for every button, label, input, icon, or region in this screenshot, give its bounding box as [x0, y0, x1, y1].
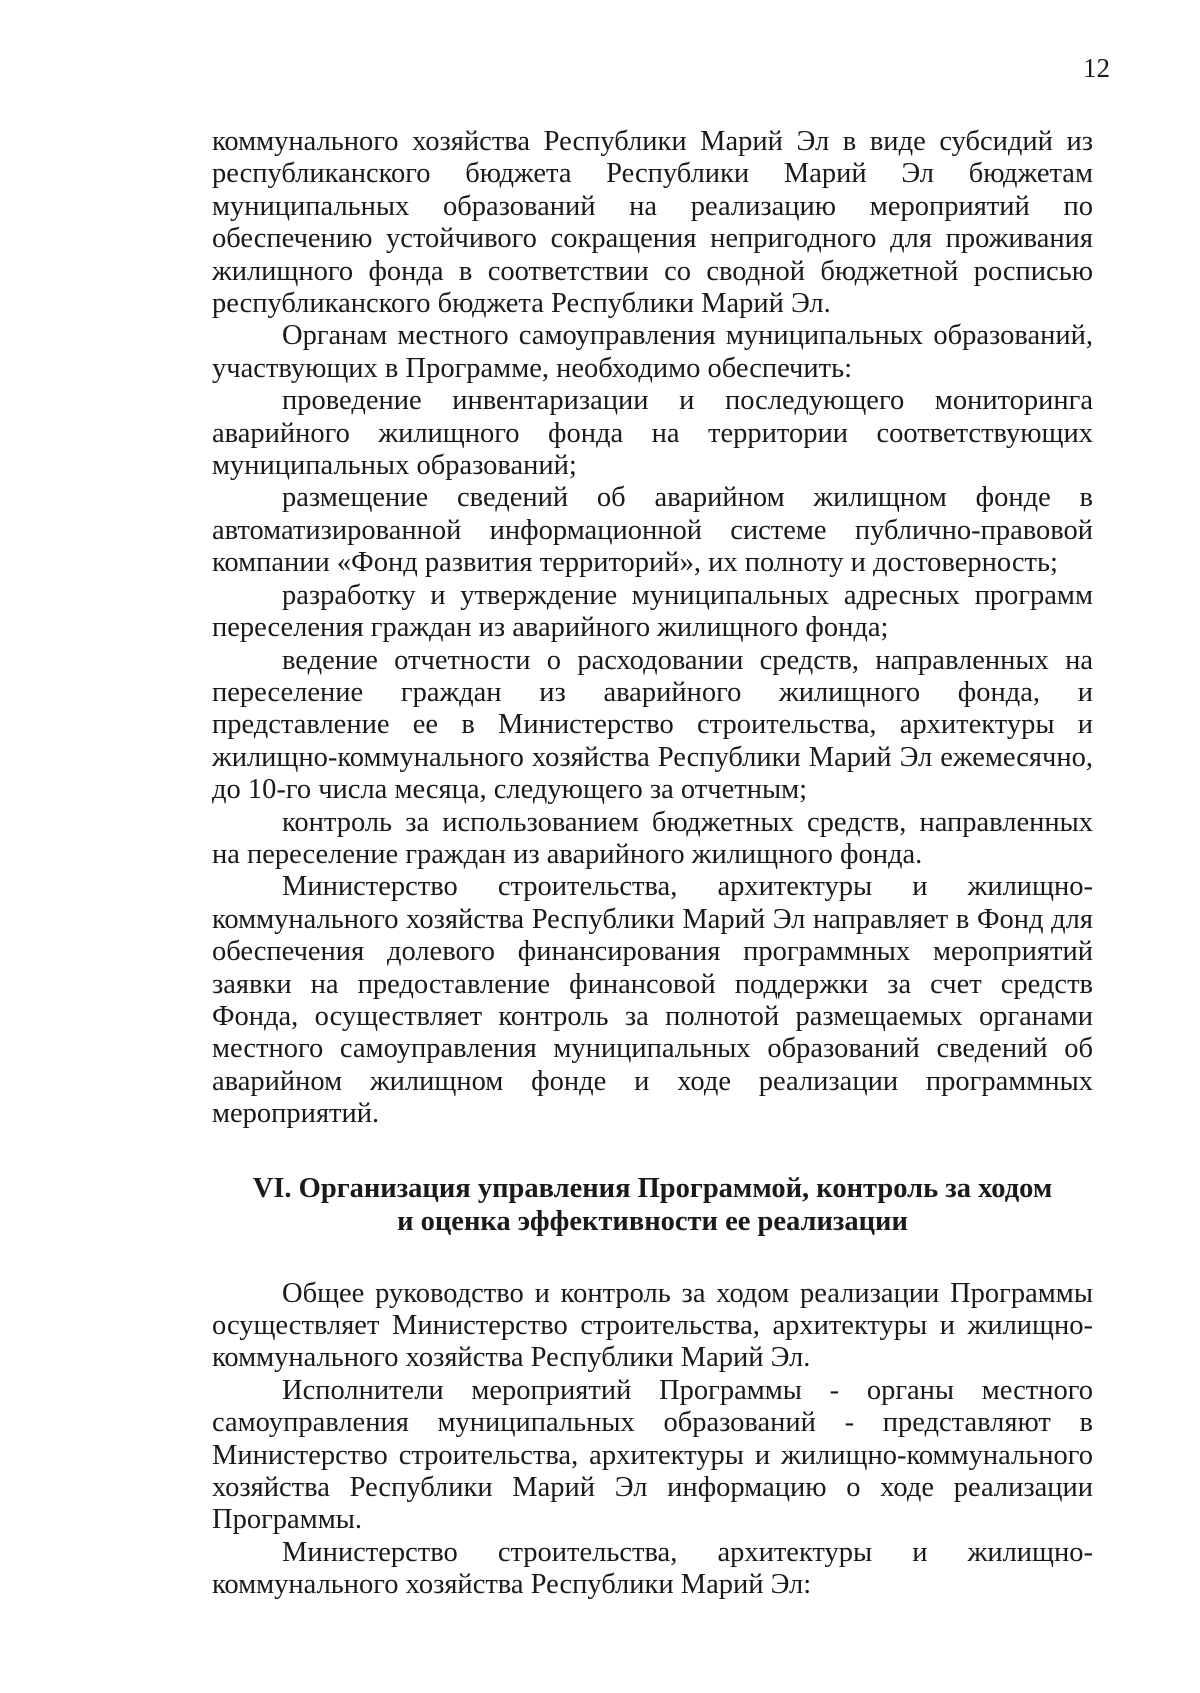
section-heading-line: VI. Организация управления Программой, контроль за ходом: [252, 1172, 1053, 1204]
paragraphs-before-heading: [212, 126, 1093, 1131]
paragraphs-after-heading: [212, 1278, 1093, 1602]
paragraph: Органам местного самоуправления муниципальных образований, участвующих в Программе, необходимо обеспечить:: [212, 320, 1093, 384]
paragraph: размещение сведений об аварийном жилищном фонде в автоматизированной информационной системе публично-правовой компании «Фонд развития территорий», их полноту и достоверность;: [212, 482, 1093, 579]
paragraph: разработку и утверждение муниципальных адресных программ переселения граждан из аварийного жилищного фонда;: [212, 579, 1093, 644]
paragraph: Министерство строительства, архитектуры и жилищно-коммунального хозяйства Республики Марий Эл:: [212, 1536, 1093, 1601]
paragraph: ведение отчетности о расходовании средств, направленных на переселение граждан из аварийного жилищного фонда, и представление ее в Министерство строительства, архитектуры и жилищно-коммунального хозяйства Республики Марий Эл ежемесячно, до 10-го числа месяца, следующего за отчетным;: [212, 644, 1093, 806]
paragraph: Исполнители мероприятий Программы - органы местного самоуправления муниципальных образований - представляют в Министерство строительства, архитектуры и жилищно-коммунального хозяйства Республики Марий Эл информацию о ходе реализации Программы.: [212, 1374, 1093, 1536]
section-heading: [212, 1172, 1093, 1238]
document-body: [212, 126, 1093, 1602]
section-heading-line: и оценка эффективности ее реализации: [397, 1205, 908, 1237]
page-number: 12: [1083, 53, 1110, 83]
paragraph: контроль за использованием бюджетных средств, направленных на переселение граждан из аварийного жилищного фонда.: [212, 806, 1093, 870]
paragraph: Министерство строительства, архитектуры и жилищно-коммунального хозяйства Республики Марий Эл направляет в Фонд для обеспечения долевого финансирования программных мероприятий заявки на предоставление финансовой поддержки за счет средств Фонда, осуществляет контроль за полнотой размещаемых органами местного самоуправления муниципальных образований сведений об аварийном жилищном фонде и ходе реализации программных мероприятий.: [212, 871, 1093, 1130]
paragraph: Общее руководство и контроль за ходом реализации Программы осуществляет Министерство строительства, архитектуры и жилищно-коммунального хозяйства Республики Марий Эл.: [212, 1277, 1093, 1374]
paragraph: проведение инвентаризации и последующего мониторинга аварийного жилищного фонда на территории соответствующих муниципальных образований;: [212, 385, 1093, 482]
paragraph: коммунального хозяйства Республики Марий Эл в виде субсидий из республиканского бюджета Республики Марий Эл бюджетам муниципальных образований на реализацию мероприятий по обеспечению устойчивого сокращения непригодного для проживания жилищного фонда в соответствии со сводной бюджетной росписью республиканского бюджета Республики Марий Эл.: [212, 126, 1093, 320]
